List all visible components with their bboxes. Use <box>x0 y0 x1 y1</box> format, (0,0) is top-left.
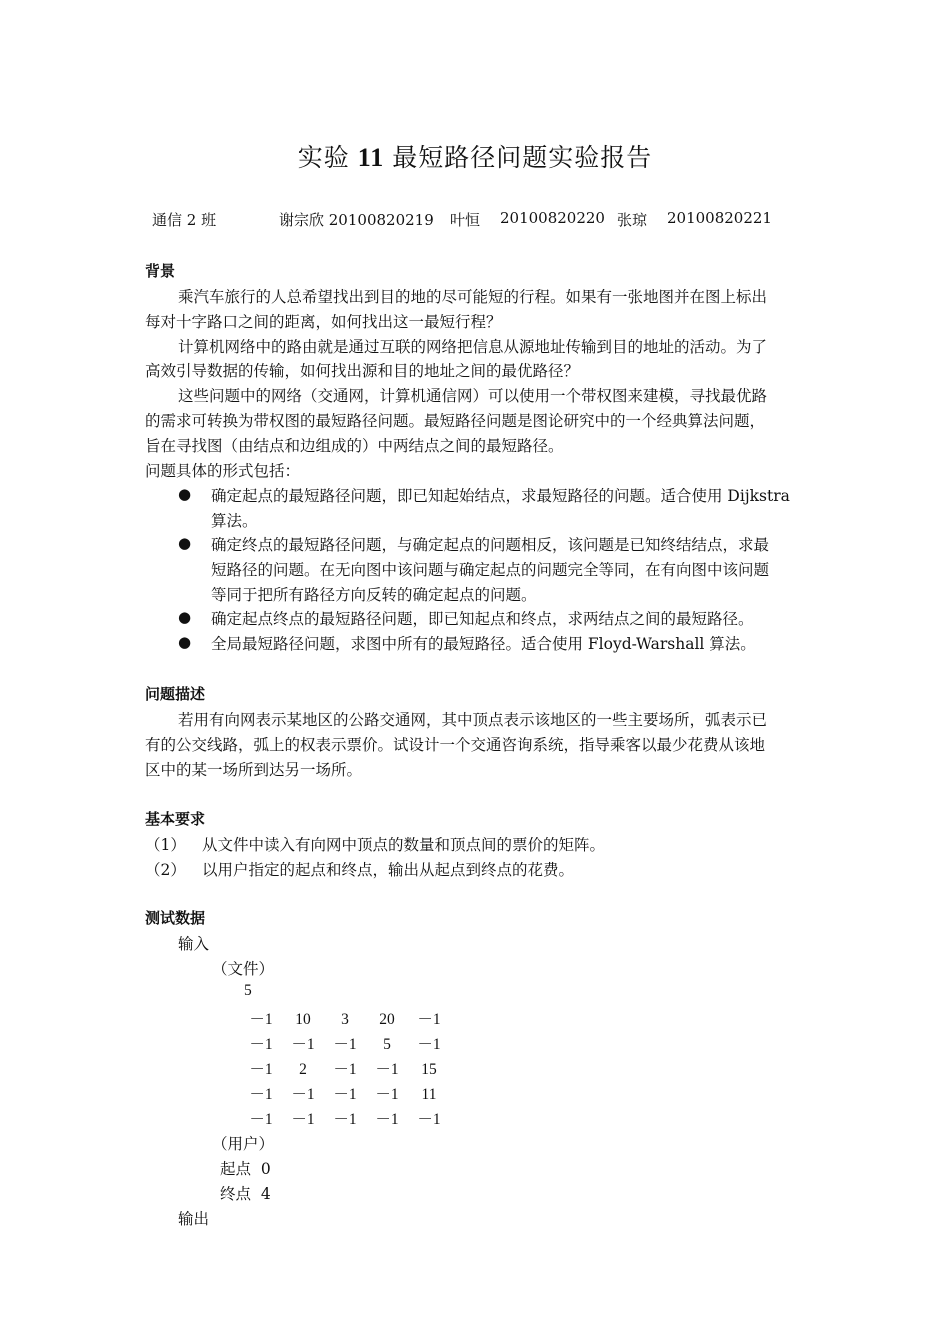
matrix-cell: 11 <box>421 1086 437 1103</box>
title-number: 11 <box>357 143 385 172</box>
matrix-cell: －1 <box>249 1011 273 1028</box>
author-3-name: 张琼 <box>617 211 648 229</box>
paragraph-line: 有的公交线路，弧上的权表示票价。试设计一个交通咨询系统，指导乘客以最少花费从该地 <box>145 736 766 754</box>
bullet-line: 等同于把所有路径方向反转的确定起点的问题。 <box>211 586 537 604</box>
matrix-cell: －1 <box>291 1036 315 1053</box>
matrix-cell: 20 <box>379 1011 395 1028</box>
paragraph-line: 若用有向网表示某地区的公路交通网，其中顶点表示该地区的一些主要场所，弧表示已 <box>178 711 768 729</box>
matrix-cell: －1 <box>249 1061 273 1078</box>
output-label: 输出 <box>178 1210 210 1228</box>
title-suffix: 最短路径问题实验报告 <box>392 143 653 172</box>
matrix-cell: 15 <box>421 1061 437 1078</box>
matrix-cell: －1 <box>375 1061 399 1078</box>
document-title <box>0 138 950 174</box>
paragraph-line: 这些问题中的网络（交通网，计算机通信网）可以使用一个带权图来建模，寻找最优路 <box>178 387 768 405</box>
matrix-cell: －1 <box>375 1111 399 1128</box>
author-3-id: 20100820221 <box>667 209 772 227</box>
matrix-cell: －1 <box>249 1111 273 1128</box>
paragraph-line: 计算机网络中的路由就是通过互联的网络把信息从源地址传输到目的地址的活动。为了 <box>178 338 768 356</box>
matrix-cell: －1 <box>333 1086 357 1103</box>
bullet-line: 确定起点终点的最短路径问题，即已知起点和终点，求两结点之间的最短路径。 <box>211 610 754 628</box>
matrix-row <box>240 1057 450 1079</box>
matrix-cell: －1 <box>333 1036 357 1053</box>
paragraph-line: 乘汽车旅行的人总希望找出到目的地的尽可能短的行程。如果有一张地图并在图上标出 <box>178 288 768 306</box>
bullet-icon: ● <box>178 534 192 552</box>
author-2-name: 叶恒 <box>450 211 481 229</box>
requirement-text: 以用户指定的起点和终点，输出从起点到终点的花费。 <box>202 861 575 879</box>
matrix-cell: －1 <box>375 1086 399 1103</box>
matrix-cell: 2 <box>299 1061 307 1078</box>
section-heading-problem: 问题描述 <box>145 685 206 703</box>
section-heading-test: 测试数据 <box>145 909 206 927</box>
author-1: 谢宗欣 20100820219 <box>279 211 434 229</box>
matrix-cell: －1 <box>417 1111 441 1128</box>
matrix-cell: 10 <box>295 1011 311 1028</box>
bullet-line: 确定起点的最短路径问题，即已知起始结点，求最短路径的问题。适合使用 Dijkstra <box>211 487 790 505</box>
paragraph-line: 的需求可转换为带权图的最短路径问题。最短路径问题是图论研究中的一个经典算法问题， <box>145 412 766 430</box>
class-name: 通信 2 班 <box>152 211 217 229</box>
matrix-row <box>240 1082 450 1104</box>
bullet-icon: ● <box>178 485 192 503</box>
matrix-row <box>240 1107 450 1129</box>
file-label: （文件） <box>212 960 275 978</box>
paragraph-line: 旨在寻找图（由结点和边组成的）中两结点之间的最短路径。 <box>145 437 564 455</box>
bullet-line: 算法。 <box>211 512 258 530</box>
matrix-cell: －1 <box>417 1036 441 1053</box>
vertex-count: 5 <box>244 982 252 999</box>
requirement-number: （1） <box>145 836 186 854</box>
requirement-number: （2） <box>145 861 186 879</box>
paragraph-line: 高效引导数据的传输，如何找出源和目的地址之间的最优路径？ <box>145 362 580 380</box>
matrix-cell: －1 <box>291 1111 315 1128</box>
section-heading-requirements: 基本要求 <box>145 810 206 828</box>
requirement-text: 从文件中读入有向网中顶点的数量和顶点间的票价的矩阵。 <box>202 836 606 854</box>
matrix-cell: －1 <box>333 1061 357 1078</box>
title-prefix: 实验 <box>297 143 350 172</box>
matrix-cell: －1 <box>417 1011 441 1028</box>
user-label: （用户） <box>212 1135 275 1153</box>
author-2-id: 20100820220 <box>500 209 605 227</box>
matrix-row <box>240 1032 450 1054</box>
paragraph-line: 每对十字路口之间的距离，如何找出这一最短行程？ <box>145 313 502 331</box>
paragraph-line: 区中的某一场所到达另一场所。 <box>145 761 363 779</box>
bullet-icon: ● <box>178 608 192 626</box>
bullet-line: 全局最短路径问题，求图中所有的最短路径。适合使用 Floyd-Warshall 算法。 <box>211 635 756 653</box>
bullet-icon: ● <box>178 633 192 651</box>
matrix-cell: 3 <box>341 1011 349 1028</box>
input-label: 输入 <box>178 935 210 953</box>
bullet-line: 确定终点的最短路径问题，与确定起点的问题相反，该问题是已知终结结点，求最 <box>211 536 770 554</box>
matrix-row <box>240 1007 450 1029</box>
matrix-cell: －1 <box>249 1086 273 1103</box>
section-heading-background: 背景 <box>145 262 176 280</box>
matrix-cell: －1 <box>291 1086 315 1103</box>
end-point: 终点 4 <box>220 1185 271 1203</box>
start-point: 起点 0 <box>220 1160 271 1178</box>
matrix-cell: 5 <box>383 1036 391 1053</box>
matrix-cell: －1 <box>333 1111 357 1128</box>
paragraph-line: 问题具体的形式包括： <box>145 462 301 480</box>
bullet-line: 短路径的问题。在无向图中该问题与确定起点的问题完全等同，在有向图中该问题 <box>211 561 770 579</box>
matrix-cell: －1 <box>249 1036 273 1053</box>
